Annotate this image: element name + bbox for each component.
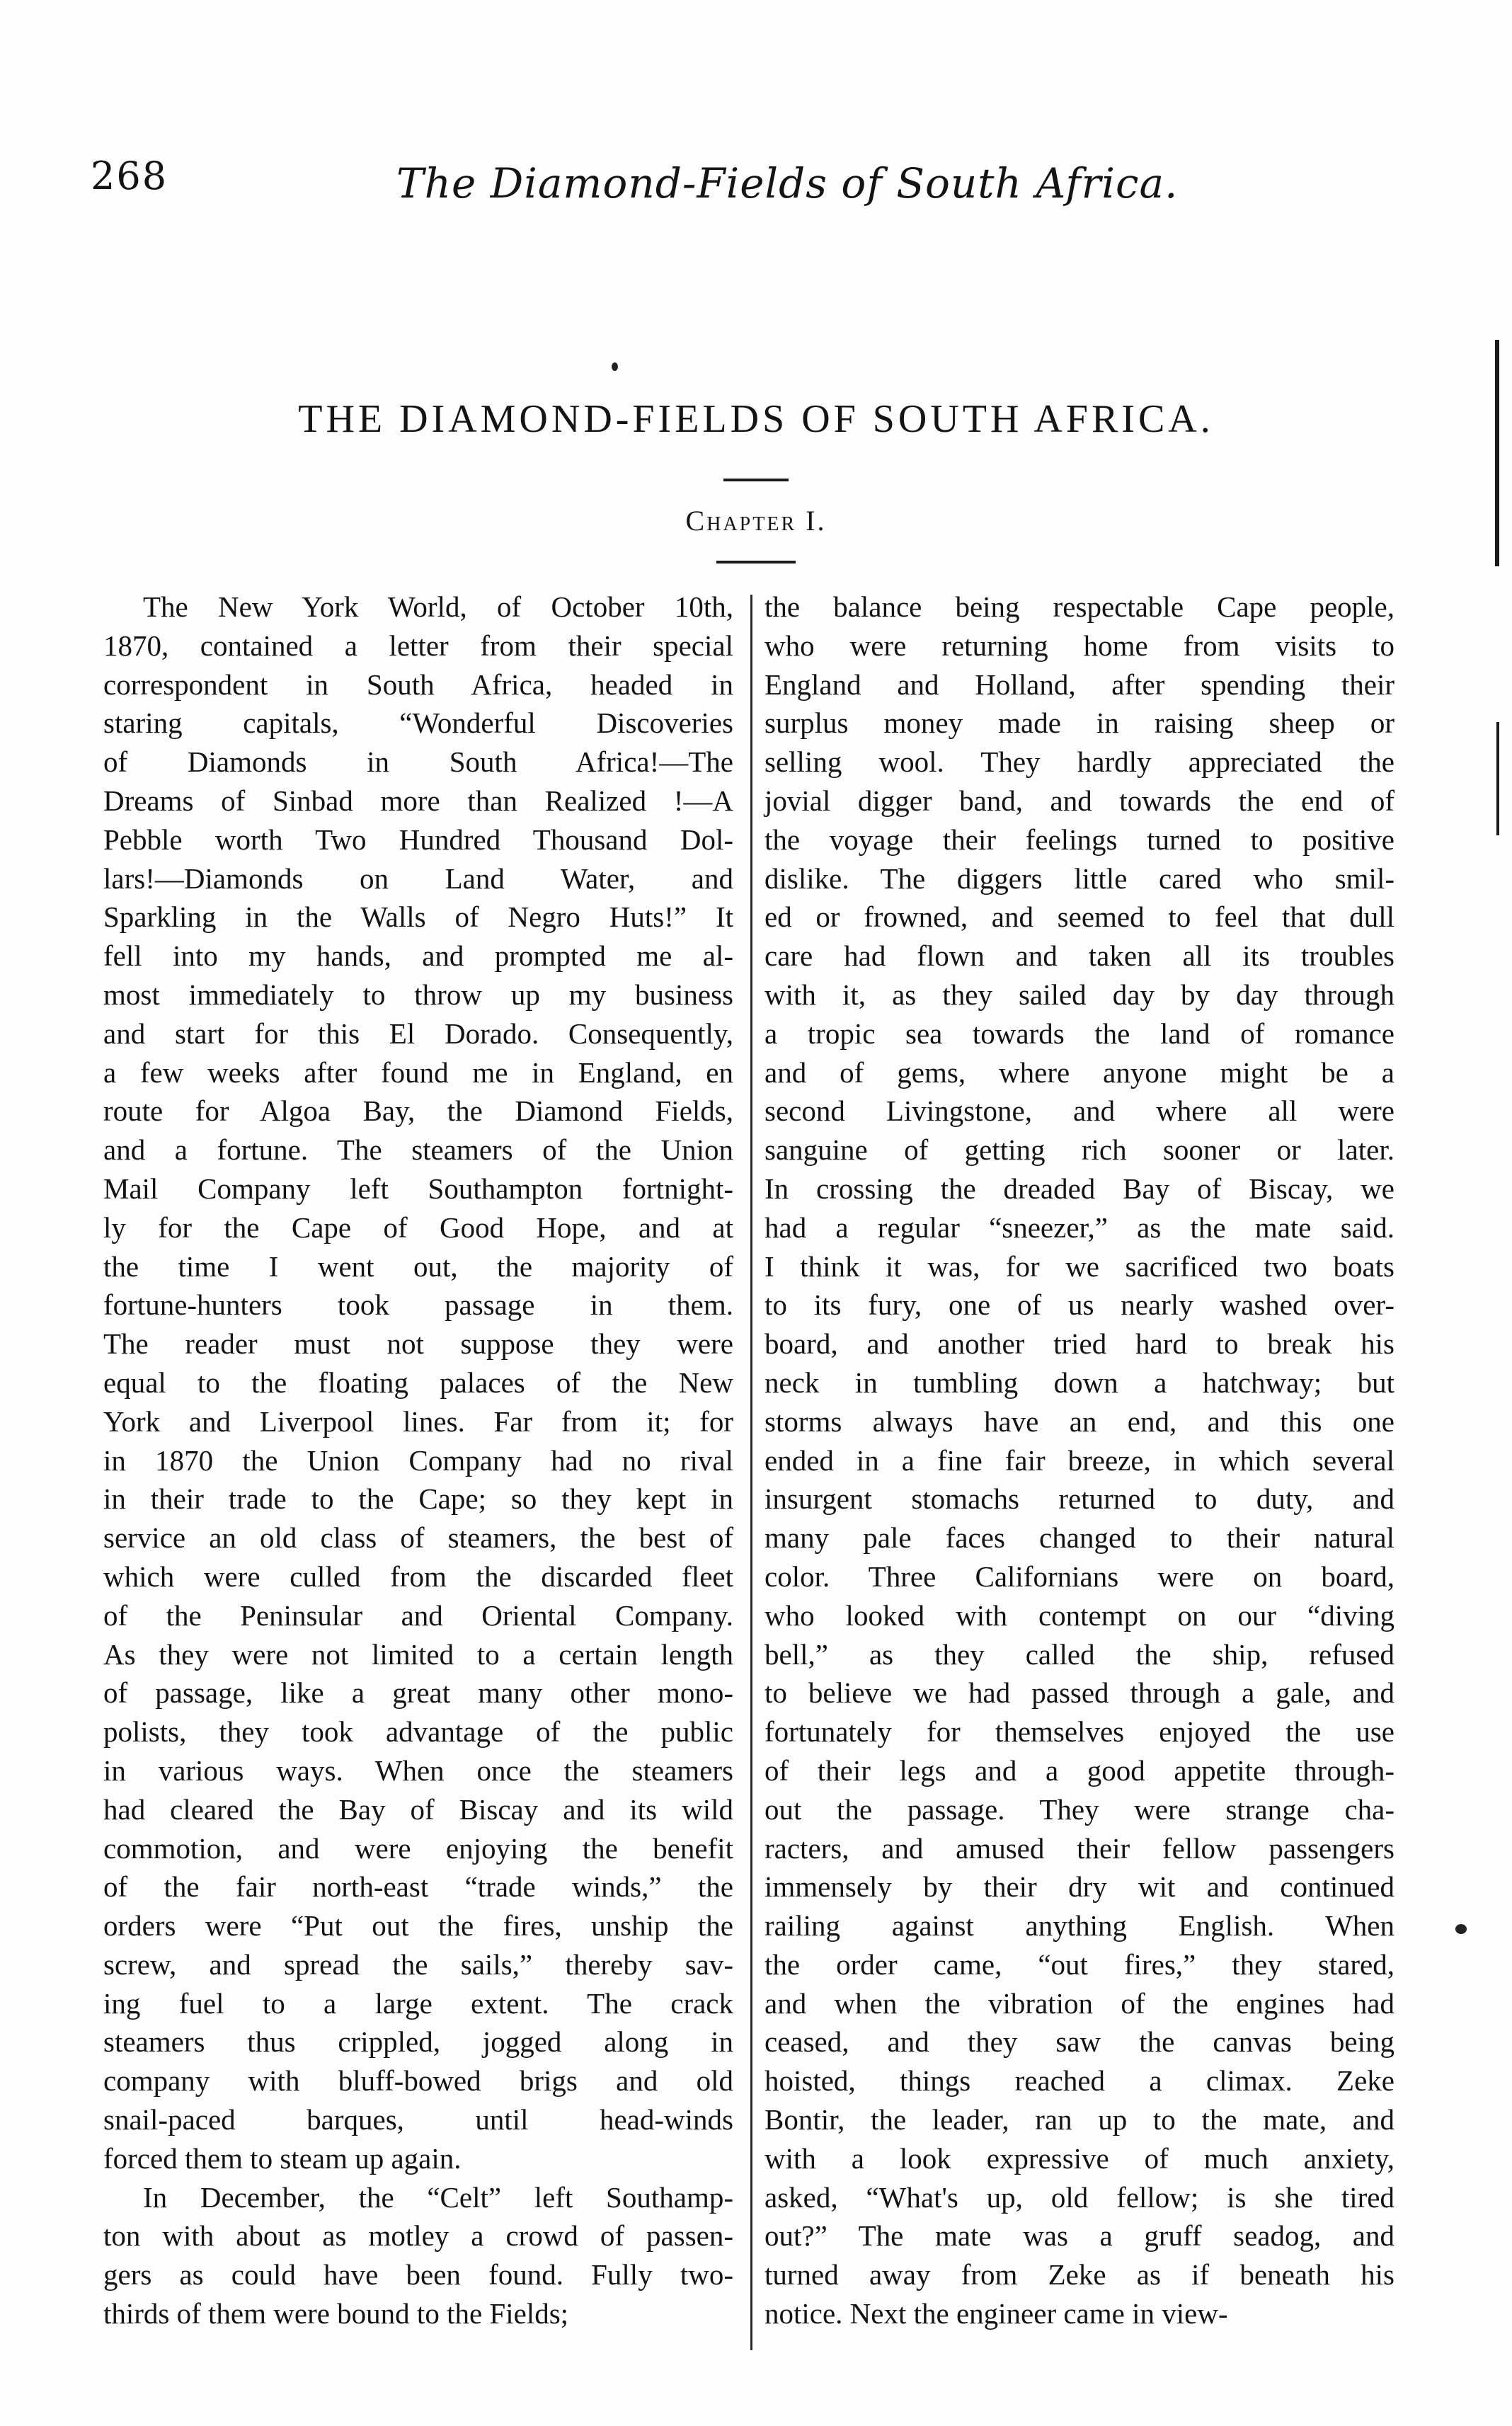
text-line: Dreams of Sinbad more than Realized !—A bbox=[103, 784, 733, 817]
text-line: staring capitals, “Wonderful Discoveries bbox=[103, 706, 733, 740]
text-line: surplus money made in raising sheep or bbox=[764, 706, 1394, 740]
text-line: with a look expressive of much anxiety, bbox=[764, 2141, 1394, 2175]
text-line: immensely by their dry wit and continued bbox=[764, 1870, 1394, 1904]
text-line: and a fortune. The steamers of the Union bbox=[103, 1133, 733, 1167]
text-line: ly for the Cape of Good Hope, and at bbox=[103, 1211, 733, 1244]
text-line: asked, “What's up, old fellow; is she tired bbox=[764, 2180, 1394, 2214]
text-line: ceased, and they saw the canvas being bbox=[764, 2025, 1394, 2059]
ink-fleck bbox=[1455, 1924, 1467, 1934]
text-line: forced them to steam up again. bbox=[103, 2141, 462, 2175]
text-line: polists, they took advantage of the public bbox=[103, 1715, 733, 1749]
left-column bbox=[103, 588, 733, 2333]
text-line: fortunately for themselves enjoyed the use bbox=[764, 1715, 1394, 1749]
text-line: a tropic sea towards the land of romance bbox=[764, 1017, 1394, 1050]
text-line: in 1870 the Union Company had no rival bbox=[103, 1443, 733, 1477]
text-line: board, and another tried hard to break his bbox=[764, 1327, 1394, 1361]
chapter-heading: Chapter I. bbox=[685, 505, 827, 537]
text-line: the voyage their feelings turned to positive bbox=[764, 823, 1394, 856]
text-line: The reader must not suppose they were bbox=[103, 1327, 733, 1361]
text-line: racters, and amused their fellow passengers bbox=[764, 1831, 1394, 1865]
text-line: of Diamonds in South Africa!—The bbox=[103, 745, 733, 779]
text-line: a few weeks after found me in England, en bbox=[103, 1055, 733, 1089]
text-line: service an old class of steamers, the best of bbox=[103, 1521, 733, 1555]
right-column bbox=[764, 588, 1394, 2333]
text-line: which were culled from the discarded fleet bbox=[103, 1560, 733, 1593]
text-line: had cleared the Bay of Biscay and its wild bbox=[103, 1792, 733, 1826]
text-line: second Livingstone, and where all were bbox=[764, 1094, 1394, 1128]
text-line: to believe we had passed through a gale, and bbox=[764, 1676, 1394, 1710]
text-line: The New York World, of October 10th, bbox=[143, 590, 733, 623]
text-line: with it, as they sailed day by day through bbox=[764, 978, 1394, 1011]
page-edge-mark bbox=[1496, 722, 1499, 835]
text-line: ed or frowned, and seemed to feel that dull bbox=[764, 900, 1394, 934]
column-divider bbox=[750, 595, 752, 2350]
text-line: ton with about as motley a crowd of passen- bbox=[103, 2219, 733, 2253]
text-line: turned away from Zeke as if beneath his bbox=[764, 2258, 1394, 2291]
page-number: 268 bbox=[91, 154, 168, 198]
text-line: of the Peninsular and Oriental Company. bbox=[103, 1598, 733, 1632]
text-line: out the passage. They were strange cha- bbox=[764, 1792, 1394, 1826]
text-line: in their trade to the Cape; so they kept in bbox=[103, 1482, 733, 1516]
article-title: THE DIAMOND-FIELDS OF SOUTH AFRICA. bbox=[298, 397, 1214, 441]
text-line: of passage, like a great many other mono- bbox=[103, 1676, 733, 1710]
text-line: who were returning home from visits to bbox=[764, 629, 1394, 662]
text-line: out?” The mate was a gruff seadog, and bbox=[764, 2219, 1394, 2253]
text-line: hoisted, things reached a climax. Zeke bbox=[764, 2064, 1394, 2098]
text-line: insurgent stomachs returned to duty, and bbox=[764, 1482, 1394, 1516]
text-line: the order came, “out fires,” they stared, bbox=[764, 1947, 1394, 1981]
text-line: thirds of them were bound to the Fields; bbox=[103, 2297, 569, 2330]
text-line: notice. Next the engineer came in view- bbox=[764, 2297, 1228, 2330]
text-line: who looked with contempt on our “diving bbox=[764, 1598, 1394, 1632]
text-line: In December, the “Celt” left Southamp- bbox=[143, 2180, 733, 2214]
text-line: of their legs and a good appetite through- bbox=[764, 1753, 1394, 1787]
text-line: many pale faces changed to their natural bbox=[764, 1521, 1394, 1555]
text-line: England and Holland, after spending their bbox=[764, 668, 1394, 701]
text-line: 1870, contained a letter from their special bbox=[103, 629, 733, 662]
text-line: I think it was, for we sacrificed two boats bbox=[764, 1249, 1394, 1283]
text-line: and of gems, where anyone might be a bbox=[764, 1055, 1394, 1089]
text-line: the time I went out, the majority of bbox=[103, 1249, 733, 1283]
running-head bbox=[0, 145, 1512, 216]
text-line: snail-paced barques, until head-winds bbox=[103, 2103, 733, 2136]
text-line: in various ways. When once the steamers bbox=[103, 1753, 733, 1787]
text-line: most immediately to throw up my business bbox=[103, 978, 733, 1011]
text-line: railing against anything English. When bbox=[764, 1909, 1394, 1942]
text-line: had a regular “sneezer,” as the mate said. bbox=[764, 1211, 1394, 1244]
text-line: Pebble worth Two Hundred Thousand Dol- bbox=[103, 823, 733, 856]
text-line: dislike. The diggers little cared who smil- bbox=[764, 862, 1394, 895]
text-line: screw, and spread the sails,” thereby sav- bbox=[103, 1947, 733, 1981]
text-line: and start for this El Dorado. Consequently, bbox=[103, 1017, 733, 1050]
text-line: ing fuel to a large extent. The crack bbox=[103, 1986, 733, 2020]
text-line: of the fair north-east “trade winds,” the bbox=[103, 1870, 733, 1904]
text-line: to its fury, one of us nearly washed over- bbox=[764, 1288, 1394, 1322]
text-line: Sparkling in the Walls of Negro Huts!” It bbox=[103, 900, 733, 934]
text-line: the balance being respectable Cape people, bbox=[764, 590, 1394, 623]
text-line: As they were not limited to a certain length bbox=[103, 1637, 733, 1671]
running-title: The Diamond-Fields of South Africa. bbox=[396, 159, 1179, 207]
text-line: York and Liverpool lines. Far from it; for bbox=[103, 1404, 733, 1438]
text-line: lars!—Diamonds on Land Water, and bbox=[103, 862, 733, 895]
text-line: company with bluff-bowed brigs and old bbox=[103, 2064, 733, 2098]
text-line: neck in tumbling down a hatchway; but bbox=[764, 1366, 1394, 1399]
title-rule bbox=[723, 479, 789, 481]
text-line: correspondent in South Africa, headed in bbox=[103, 668, 733, 701]
chapter-rule bbox=[716, 561, 796, 563]
text-line: and when the vibration of the engines had bbox=[764, 1986, 1394, 2020]
text-line: jovial digger band, and towards the end of bbox=[764, 784, 1394, 817]
text-line: storms always have an end, and this one bbox=[764, 1404, 1394, 1438]
text-line: Mail Company left Southampton fortnight- bbox=[103, 1172, 733, 1205]
text-line: route for Algoa Bay, the Diamond Fields, bbox=[103, 1094, 733, 1128]
text-line: Bontir, the leader, ran up to the mate, and bbox=[764, 2103, 1394, 2136]
text-line: commotion, and were enjoying the benefit bbox=[103, 1831, 733, 1865]
ink-fleck bbox=[612, 362, 618, 371]
text-line: gers as could have been found. Fully two- bbox=[103, 2258, 733, 2291]
text-line: equal to the floating palaces of the New bbox=[103, 1366, 733, 1399]
text-line: sanguine of getting rich sooner or later. bbox=[764, 1133, 1394, 1167]
text-line: selling wool. They hardly appreciated the bbox=[764, 745, 1394, 779]
text-line: steamers thus crippled, jogged along in bbox=[103, 2025, 733, 2059]
text-line: fortune-hunters took passage in them. bbox=[103, 1288, 733, 1322]
text-line: fell into my hands, and prompted me al- bbox=[103, 939, 733, 973]
text-line: In crossing the dreaded Bay of Biscay, we bbox=[764, 1172, 1394, 1205]
text-line: ended in a fine fair breeze, in which several bbox=[764, 1443, 1394, 1477]
text-line: bell,” as they called the ship, refused bbox=[764, 1637, 1394, 1671]
text-line: color. Three Californians were on board, bbox=[764, 1560, 1394, 1593]
text-line: care had flown and taken all its troubles bbox=[764, 939, 1394, 973]
text-line: orders were “Put out the fires, unship the bbox=[103, 1909, 733, 1942]
